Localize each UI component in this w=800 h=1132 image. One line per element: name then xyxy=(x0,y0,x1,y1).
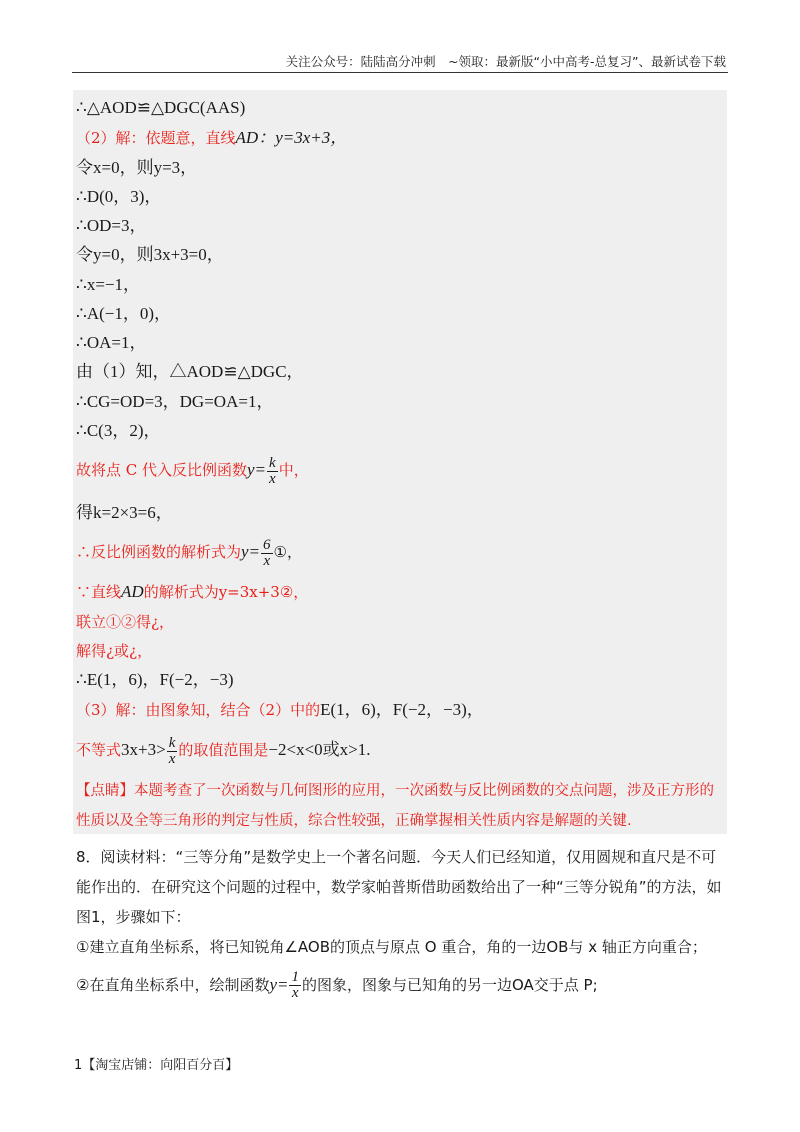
fraction-k-over-x-2: $\frac{k}{x}$ xyxy=(168,734,176,767)
solution-line-2: （2）解：依题意，直线AD：y=3x+3， xyxy=(76,128,348,147)
fraction-6-over-x: $\frac{6}{x}$ xyxy=(263,536,271,569)
solution-line-12: ∴C(3，2)， xyxy=(76,421,161,440)
solution-line-15: ∴反比例函数的解析式为y= $\frac{6}{x}$ ①， xyxy=(76,536,302,569)
solution-line-4: ∴D(0，3)， xyxy=(76,187,162,206)
solution-line-16: ∵直线AD的解析式为y=3x+3②， xyxy=(76,582,309,601)
fraction-k-over-x: $\frac{k}{x}$ xyxy=(269,454,276,487)
solution-line-13: 故将点 C 代入反比例函数y= $\frac{k}{x}$ 中， xyxy=(76,454,309,487)
question-8-intro: 8．阅读材料：“三等分角”是数学史上一个著名问题．今天人们已经知道，仅用圆规和直尺是不可能作出的．在研究这个问题的过程中，数学家帕普斯借助函数给出了一种“三等分锐角”的方法，如图1，步骤如下： xyxy=(76,848,722,926)
solution-line-6: 令y=0，则3x+3=0， xyxy=(76,245,224,264)
solution-line-14: 得k=2×3=6， xyxy=(76,503,173,522)
solution-line-18: 解得¿或¿， xyxy=(76,642,153,660)
fraction-1-over-x: $\frac{1}{x}$ xyxy=(291,969,299,1001)
solution-line-8: ∴A(−1，0)， xyxy=(76,304,172,323)
solution-line-11: ∴CG=OD=3，DG=OA=1， xyxy=(76,392,274,411)
solution-line-7: ∴x=−1， xyxy=(76,275,140,294)
solution-line-9: ∴OA=1， xyxy=(76,333,147,352)
solution-line-5: ∴OD=3， xyxy=(76,216,147,235)
solution-line-1: ∴△AOD≌△DGC(AAS) xyxy=(76,98,246,117)
solution-line-3: 令x=0，则y=3， xyxy=(76,158,198,177)
solution-line-21: 不等式3x+3> $\frac{k}{x}$ 的取值范围是−2<x<0或x>1. xyxy=(76,734,371,767)
solution-line-10: 由（1）知，△AOD≌△DGC， xyxy=(76,362,304,381)
solution-line-17: 联立①②得¿， xyxy=(76,613,175,631)
page-header: 关注公众号：陆陆高分冲刺 ~领取：最新版“小中高考-总复习”、最新试卷下载 xyxy=(285,54,726,69)
question-8-step-1: ①建立直角坐标系，将已知锐角∠AOB的顶点与原点 O 重合，角的一边OB与 x 轴正方向重合； xyxy=(76,938,707,956)
solution-line-19: ∴E(1，6)，F(−2，−3) xyxy=(76,670,234,689)
page-footer: 1【淘宝店铺：向阳百分百】 xyxy=(74,1058,239,1073)
solution-line-20: （3）解：由图象知，结合（2）中的E(1，6)，F(−2，−3)， xyxy=(76,700,484,719)
solution-comment: 【点睛】本题考查了一次函数与几何图形的应用，一次函数与反比例函数的交点问题，涉及正方形的性质以及全等三角形的判定与性质，综合性较强，正确掌握相关性质内容是解题的关键. xyxy=(76,783,714,829)
question-8-step-2: ②在直角坐标系中，绘制函数y= $\frac{1}{x}$ 的图象，图象与已知角的另一边OA交于点 P; xyxy=(76,969,598,1001)
header-divider xyxy=(72,72,728,73)
